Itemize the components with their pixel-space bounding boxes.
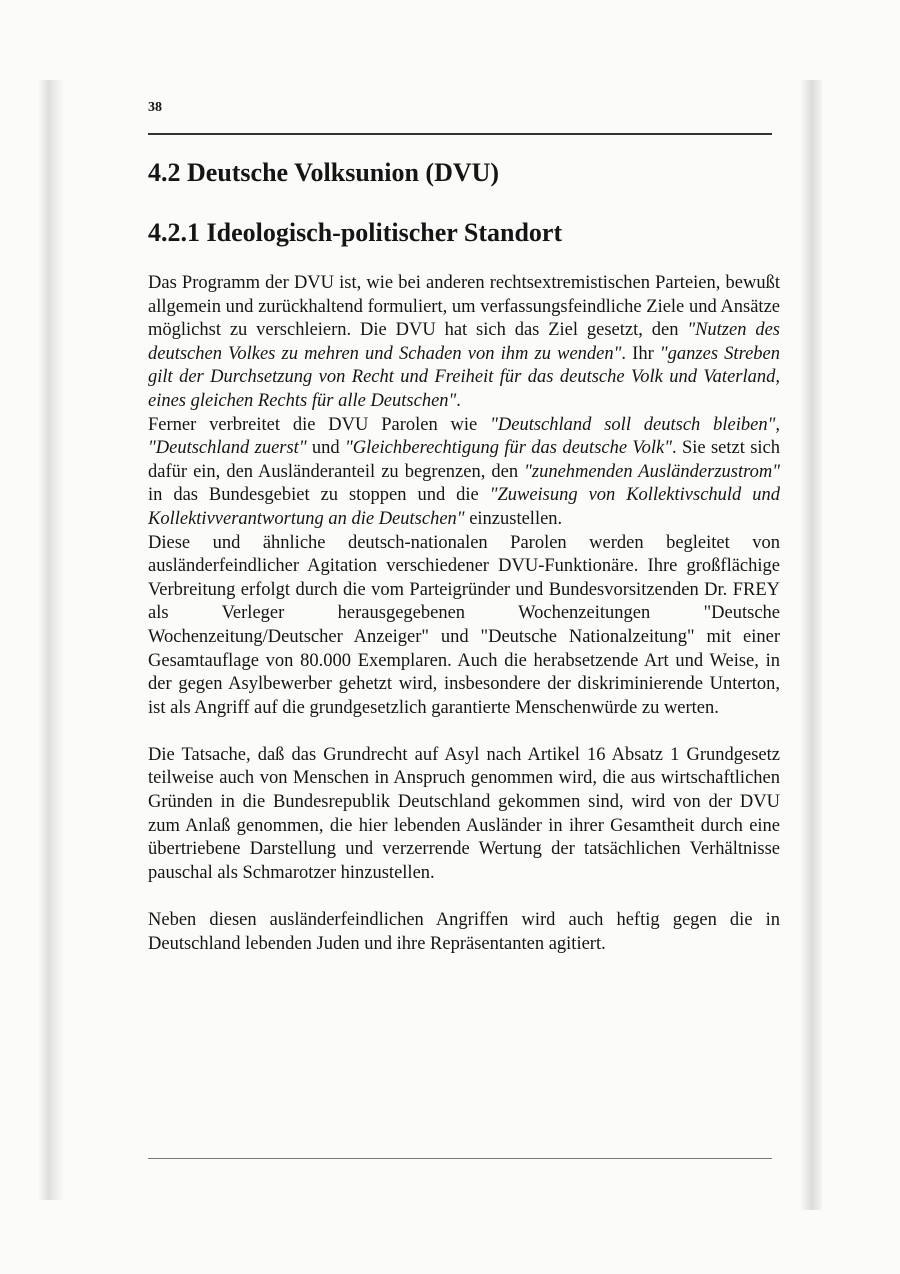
quote-italic: "Gleichberechtigung für das deutsche Volk"	[345, 438, 673, 459]
quote-italic: "zunehmenden Ausländerzustrom"	[524, 461, 780, 482]
quote-italic: "Deutschland soll deutsch bleiben", "Deutschland zuerst"	[148, 414, 780, 459]
paragraph-agitation: Diese und ähnliche deutsch-nationalen Parolen werden begleitet von ausländerfeindlicher Agitation verschiedener DVU-Funktionäre. Ihre großflächige Verbreitung erfolgt durch die vom Parteigründer und Bundesvorsitzenden Dr. FREY als Verleger herausgegebenen Wochenzeitungen "Deutsche Wochenzeitung/Deutscher Anzeiger" und "Deutsche Nationalzeitung" mit einer Gesamtauflage von 80.000 Exemplaren. Auch die herabsetzende Art und Weise, in der gegen Asylbewerber gehetzt wird, insbesondere der diskriminierende Unterton, ist als Angriff auf die grundgesetzlich garantierte Menschenwürde zu werten.	[148, 532, 780, 718]
text-run: Ferner verbreitet die DVU Parolen wie	[148, 414, 491, 435]
scan-edge-left	[38, 80, 64, 1200]
header-rule	[148, 133, 772, 135]
paragraph-program	[148, 272, 780, 414]
quote-italic: "Zuweisung von Kollektivschuld und Kollektivverantwortung an die Deutschen"	[148, 485, 780, 529]
text-run: einzustellen.	[464, 508, 563, 529]
body-text	[148, 272, 780, 956]
page-number: 38	[148, 100, 162, 115]
paragraph-asylum: Die Tatsache, daß das Grundrecht auf Asyl nach Artikel 16 Absatz 1 Grundgesetz teilweise auch von Menschen in Anspruch genommen wird, die aus wirtschaftlichen Gründen in die Bundesrepublik Deutschland gekommen sind, wird von der DVU zum Anlaß genommen, die hier lebenden Ausländer in ihrer Gesamtheit durch eine übertriebene Darstellung und verzerrende Wertung der tatsächlichen Verhältnisse pauschal als Schmarotzer hinzustellen.	[148, 744, 780, 883]
text-run: in das Bundesgebiet zu stoppen und die	[148, 485, 490, 506]
text-run: . Ihr	[621, 343, 660, 364]
section-heading: 4.2 Deutsche Volksunion (DVU)	[148, 158, 500, 187]
paragraph-slogans	[148, 414, 780, 532]
subsection-heading: 4.2.1 Ideologisch-politischer Standort	[148, 218, 563, 247]
quote-italic: "Nutzen des deutschen Volkes zu mehren und Schaden von ihm zu wenden"	[148, 320, 780, 364]
text-run: .	[456, 390, 461, 411]
text-run: und	[306, 438, 346, 459]
paragraph-antisemitism: Neben diesen ausländerfeindlichen Angriffen wird auch heftig gegen die in Deutschland lebenden Juden und ihre Repräsentanten agitiert.	[148, 910, 780, 954]
quote-italic: "ganzes Streben gilt der Durchsetzung von Recht und Freiheit für das deutsche Volk und Vaterland, eines gleichen Rechts für alle Deutschen"	[148, 343, 781, 411]
text-run: Das Programm der DVU ist, wie bei anderen rechtsextremistischen Parteien, bewußt allgemein und zurückhaltend formuliert, um verfassungsfeindliche Ziele und Ansätze möglichst zu verschleiern. Die DVU hat sich das Ziel gesetzt, den	[148, 273, 780, 341]
footer-rule	[148, 1158, 772, 1159]
text-run: . Sie setzt sich dafür ein, den Ausländeranteil zu begrenzen, den	[148, 438, 781, 482]
scan-edge-right	[800, 80, 822, 1210]
